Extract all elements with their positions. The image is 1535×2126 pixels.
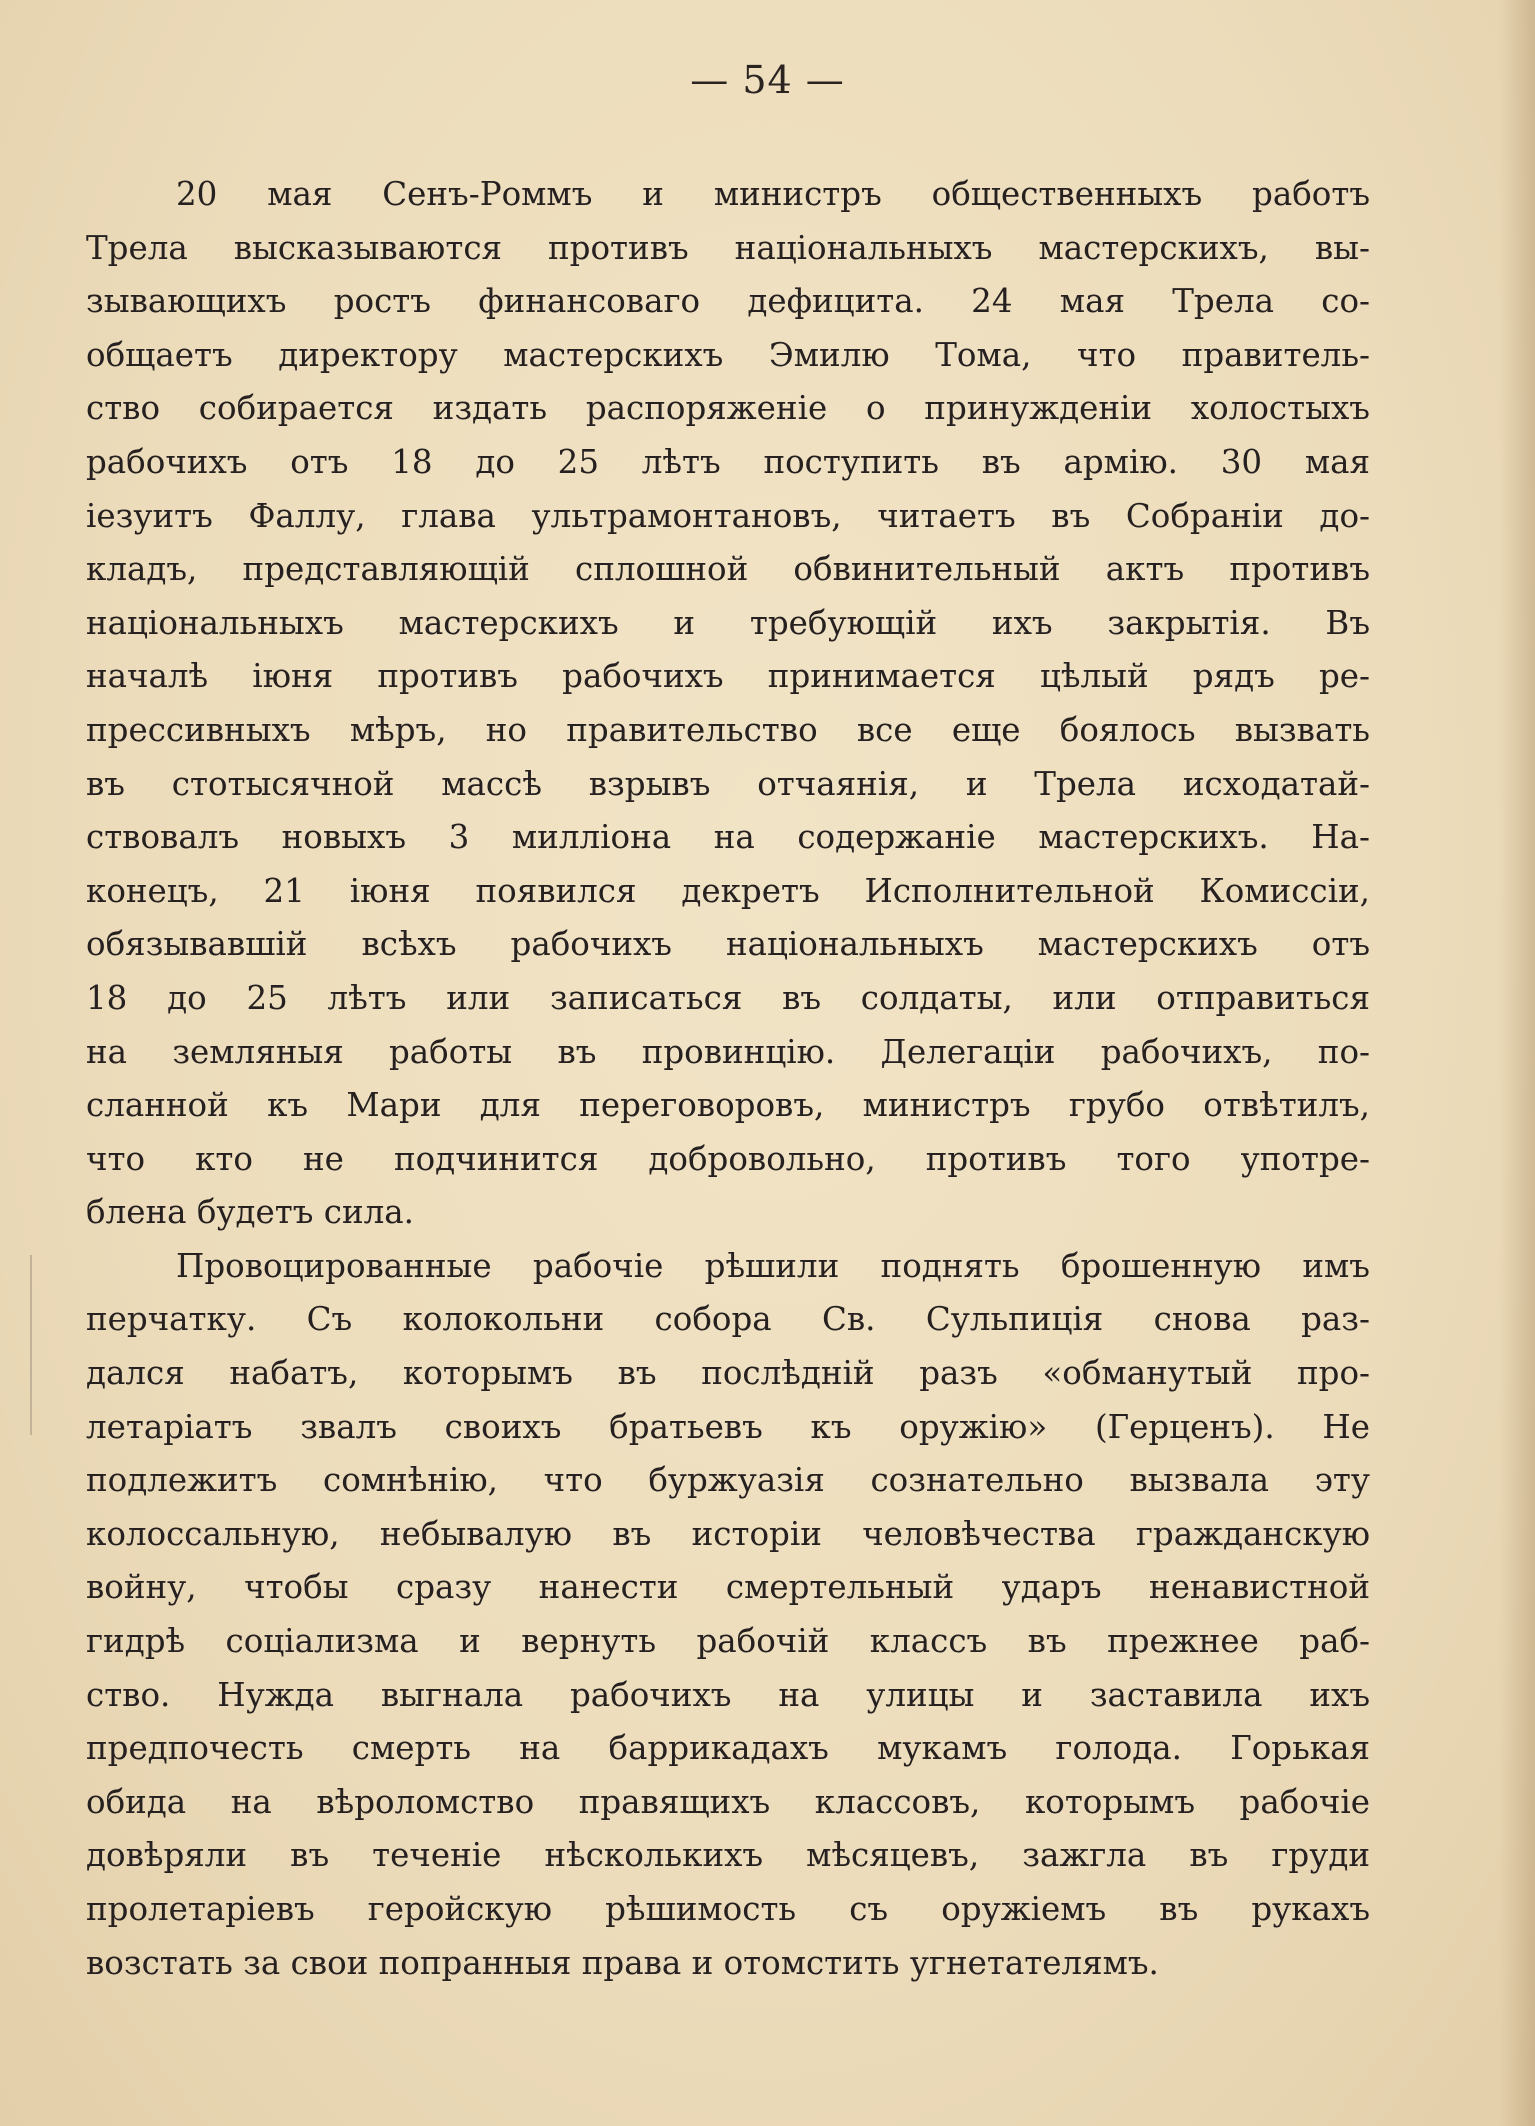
text-line: что кто не подчинится добровольно, противъ того употре- (86, 1139, 1370, 1178)
text-line: сланной къ Мари для переговоровъ, министръ грубо отвѣтилъ, (86, 1086, 1370, 1125)
text-line: гидрѣ соціализма и вернуть рабочій классъ въ прежнее раб- (86, 1622, 1370, 1661)
body-text (86, 168, 1370, 1990)
text-line: зывающихъ ростъ финансоваго дефицита. 24 мая Трела со- (86, 282, 1370, 321)
text-line: ство собирается издать распоряженіе о принужденіи холостыхъ (86, 389, 1370, 428)
text-line: ство. Нужда выгнала рабочихъ на улицы и заставила ихъ (86, 1675, 1370, 1714)
paragraph-2 (86, 1240, 1370, 1990)
text-line: обида на вѣроломство правящихъ классовъ, которымъ рабочіе (86, 1782, 1370, 1821)
text-line: предпочесть смерть на баррикадахъ мукамъ голода. Горькая (86, 1729, 1370, 1768)
text-line: перчатку. Съ колокольни собора Св. Сульпиція снова раз- (86, 1300, 1370, 1339)
text-line: Трела высказываются противъ національныхъ мастерскихъ, вы- (86, 228, 1370, 267)
page-edge-shadow (1499, 0, 1535, 2126)
text-line: началѣ іюня противъ рабочихъ принимается цѣлый рядъ ре- (86, 657, 1370, 696)
text-line: національныхъ мастерскихъ и требующій ихъ закрытія. Въ (86, 603, 1370, 642)
margin-pencil-mark (30, 1255, 32, 1435)
text-line: прессивныхъ мѣръ, но правительство все еще боялось вызвать (86, 710, 1370, 749)
text-line: возстать за свои попранныя права и отомстить угнетателямъ. (86, 1943, 1159, 1982)
text-line: летаріатъ звалъ своихъ братьевъ къ оружію» (Герценъ). Не (86, 1407, 1370, 1446)
text-line: общаетъ директору мастерскихъ Эмилю Тома, что правитель- (86, 335, 1370, 374)
text-line: пролетаріевъ геройскую рѣшимость съ оружіемъ въ рукахъ (86, 1890, 1370, 1928)
text-line: іезуитъ Фаллу, глава ультрамонтановъ, читаетъ въ Собраніи до- (86, 496, 1370, 535)
text-line: дался набатъ, которымъ въ послѣдній разъ «обманутый про- (86, 1354, 1370, 1393)
text-line: на земляныя работы въ провинцію. Делегаціи рабочихъ, по- (86, 1032, 1370, 1071)
text-line: обязывавшій всѣхъ рабочихъ національныхъ мастерскихъ отъ (86, 925, 1370, 964)
text-line: Провоцированные рабочіе рѣшили поднять брошенную имъ (176, 1246, 1370, 1285)
paragraph-1 (86, 168, 1370, 1240)
text-line: блена будетъ сила. (86, 1193, 414, 1232)
text-line: кладъ, представляющій сплошной обвинительный актъ противъ (86, 550, 1370, 589)
text-line: войну, чтобы сразу нанести смертельный ударъ ненавистной (86, 1568, 1370, 1607)
text-line: подлежитъ сомнѣнію, что буржуазія сознательно вызвала эту (86, 1461, 1370, 1500)
text-line: колоссальную, небывалую въ исторіи человѣчества гражданскую (86, 1514, 1370, 1553)
text-line: ствовалъ новыхъ 3 милліона на содержаніе мастерскихъ. На- (86, 818, 1370, 857)
text-line: довѣряли въ теченіе нѣсколькихъ мѣсяцевъ, зажгла въ груди (86, 1836, 1370, 1875)
text-line: 20 мая Сенъ-Роммъ и министръ общественныхъ работъ (176, 175, 1370, 213)
text-line: рабочихъ отъ 18 до 25 лѣтъ поступить въ армію. 30 мая (86, 442, 1370, 481)
text-line: въ стотысячной массѣ взрывъ отчаянія, и Трела исходатай- (86, 764, 1370, 803)
page-number: — 54 — (690, 58, 845, 102)
text-line: 18 до 25 лѣтъ или записаться въ солдаты, или отправиться (86, 978, 1370, 1017)
text-line: конецъ, 21 іюня появился декретъ Исполнительной Комиссіи, (86, 871, 1370, 910)
